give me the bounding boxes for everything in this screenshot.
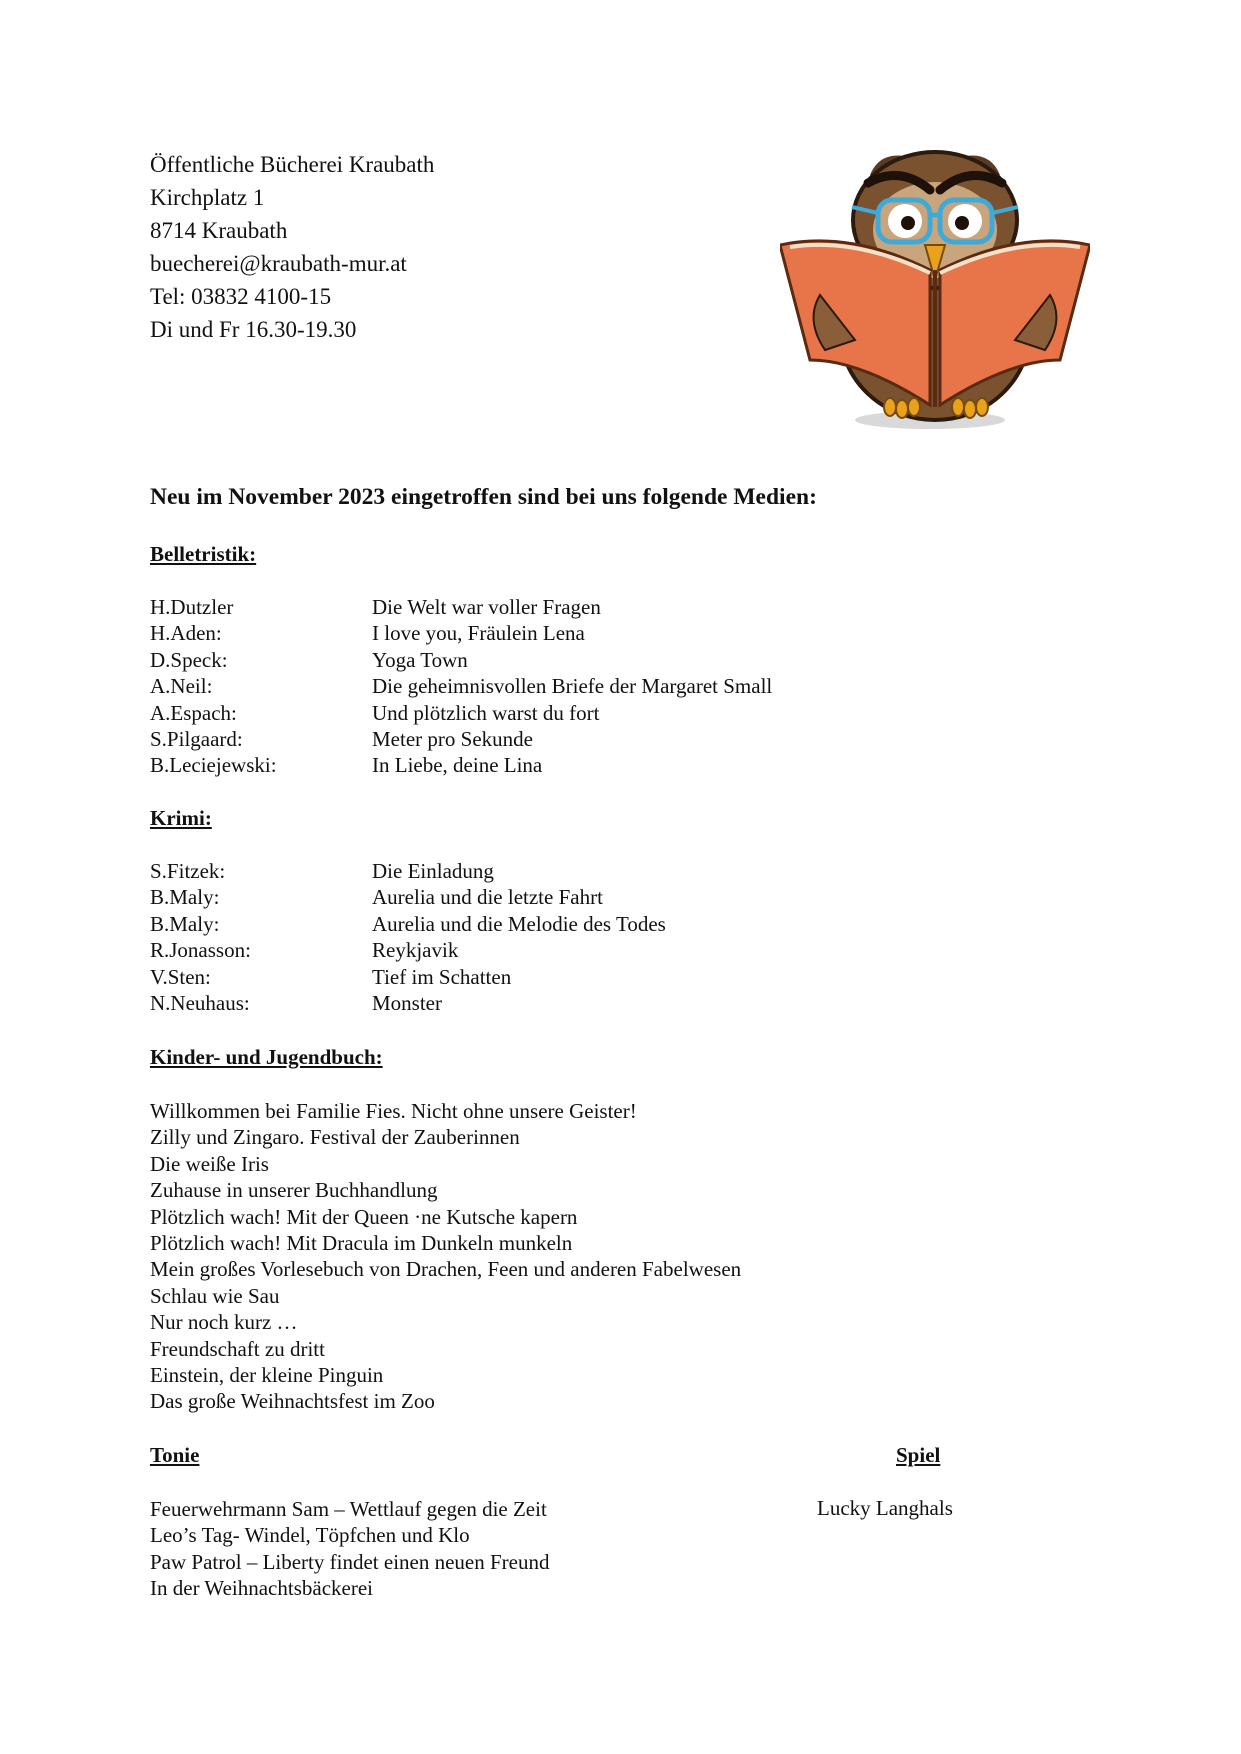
author: B.Maly: (150, 911, 220, 936)
list-item (150, 700, 772, 726)
author: V.Sten: (150, 964, 211, 989)
list-item (150, 726, 772, 752)
list-item (150, 620, 772, 646)
page-headline: Neu im November 2023 eingetroffen sind bei uns folgende Medien: (150, 484, 817, 510)
krimi-list (150, 858, 666, 1016)
list-item: Zilly und Zingaro. Festival der Zauberinnen (150, 1125, 520, 1150)
tonie-list (150, 1496, 549, 1602)
list-item: Das große Weihnachtsfest im Zoo (150, 1389, 435, 1414)
section-title-belletristik: Belletristik: (150, 542, 257, 566)
list-item (150, 858, 666, 884)
library-phone: Tel: 03832 4100-15 (150, 284, 332, 309)
list-item: Die weiße Iris (150, 1151, 269, 1176)
list-item: Willkommen bei Familie Fies. Nicht ohne unsere Geister! (150, 1099, 637, 1123)
belletristik-list (150, 594, 772, 779)
author: H.Aden: (150, 621, 222, 646)
author: B.Maly: (150, 885, 220, 910)
list-item: Nur noch kurz … (150, 1310, 298, 1335)
list-item (150, 752, 772, 778)
list-item: Freundschaft zu dritt (150, 1336, 325, 1361)
library-hours: Di und Fr 16.30-19.30 (150, 317, 357, 342)
list-item: Lucky Langhals (817, 1496, 953, 1520)
list-item: Schlau wie Sau (150, 1283, 280, 1308)
author: A.Neil: (150, 674, 213, 699)
book-title: Monster (372, 991, 442, 1016)
list-item: Einstein, der kleine Pinguin (150, 1363, 384, 1388)
library-email: buecherei@kraubath-mur.at (150, 251, 407, 276)
list-item (150, 594, 772, 620)
library-address-block (150, 148, 434, 346)
book-title: In Liebe, deine Lina (372, 753, 543, 778)
book-title: I love you, Fräulein Lena (372, 621, 585, 646)
list-item: In der Weihnachtsbäckerei (150, 1576, 373, 1601)
book-title: Und plötzlich warst du fort (372, 700, 600, 725)
list-item: Mein großes Vorlesebuch von Drachen, Feen und anderen Fabelwesen (150, 1257, 742, 1282)
list-item: Leo’s Tag- Windel, Töpfchen und Klo (150, 1523, 470, 1548)
list-item (150, 673, 772, 699)
list-item (150, 990, 666, 1016)
book-title: Die Einladung (372, 859, 494, 883)
book-title: Die geheimnisvollen Briefe der Margaret Small (372, 674, 773, 699)
author: H.Dutzler (150, 595, 234, 619)
list-item (150, 884, 666, 910)
section-title-spiel: Spiel (896, 1443, 941, 1467)
kinder-list (150, 1098, 741, 1415)
list-item: Paw Patrol – Liberty findet einen neuen Freund (150, 1549, 550, 1574)
book-title: Reykjavik (372, 938, 459, 963)
section-title-kinder: Kinder- und Jugendbuch: (150, 1045, 383, 1069)
library-street: Kirchplatz 1 (150, 185, 265, 210)
book-title: Aurelia und die Melodie des Todes (372, 911, 666, 936)
library-name: Öffentliche Bücherei Kraubath (150, 152, 435, 177)
author: N.Neuhaus: (150, 991, 250, 1016)
author: B.Leciejewski: (150, 753, 277, 778)
library-city: 8714 Kraubath (150, 218, 288, 243)
book-title: Die Welt war voller Fragen (372, 595, 601, 619)
list-item (150, 911, 666, 937)
author: S.Fitzek: (150, 859, 226, 883)
author: A.Espach: (150, 700, 237, 725)
owl-reading-book-icon (780, 145, 1090, 435)
list-item (150, 647, 772, 673)
author: R.Jonasson: (150, 938, 251, 963)
section-title-tonie: Tonie (150, 1443, 200, 1467)
list-item (150, 937, 666, 963)
section-title-krimi: Krimi: (150, 806, 212, 830)
author: D.Speck: (150, 647, 228, 672)
author: S.Pilgaard: (150, 727, 243, 752)
book-title: Meter pro Sekunde (372, 727, 533, 752)
book-title: Yoga Town (372, 647, 468, 672)
list-item: Plötzlich wach! Mit Dracula im Dunkeln munkeln (150, 1231, 573, 1256)
book-title: Aurelia und die letzte Fahrt (372, 885, 603, 910)
list-item: Plötzlich wach! Mit der Queen ·ne Kutsche kapern (150, 1204, 578, 1229)
list-item (150, 964, 666, 990)
book-title: Tief im Schatten (372, 964, 512, 989)
list-item: Zuhause in unserer Buchhandlung (150, 1178, 438, 1203)
list-item: Feuerwehrmann Sam – Wettlauf gegen die Zeit (150, 1497, 547, 1521)
